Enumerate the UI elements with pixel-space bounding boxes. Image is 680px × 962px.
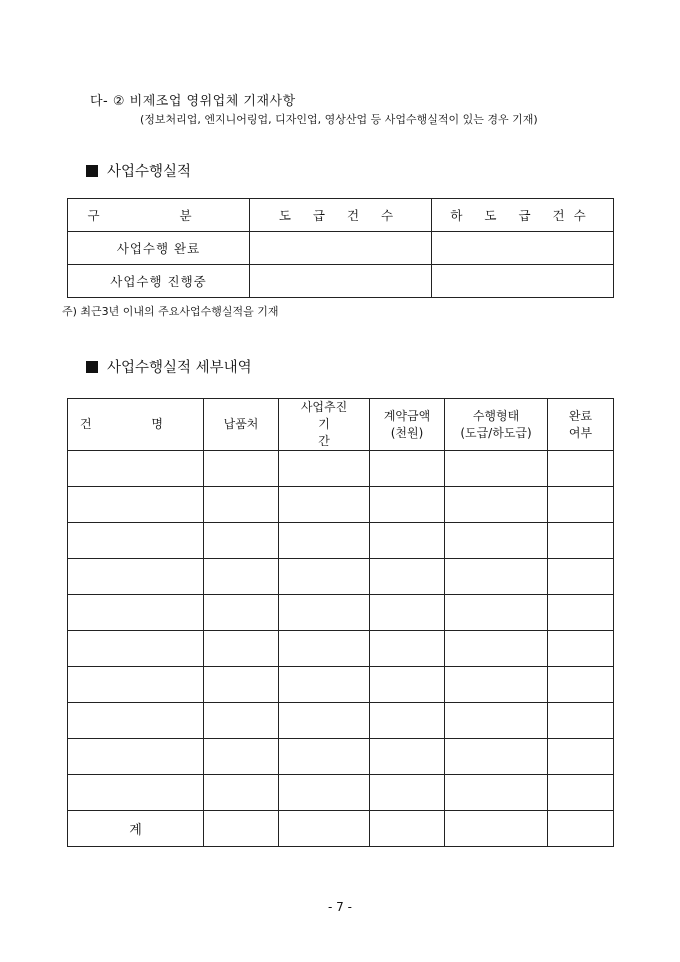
header-period: 사업추진 기 간 [279,399,370,451]
table-cell[interactable] [370,631,445,667]
table-cell[interactable] [204,595,279,631]
table-cell[interactable] [204,451,279,487]
table-cell[interactable] [204,775,279,811]
table-cell[interactable] [445,595,548,631]
table-cell[interactable] [548,739,614,775]
header-project-name: 건 명 [68,399,204,451]
table-cell[interactable] [68,739,204,775]
page-subheading: (정보처리업, 엔지니어링업, 디자인업, 영상산업 등 사업수행실적이 있는 경우 기재) [140,113,538,126]
table-row [68,451,614,487]
performance-summary-table [67,198,614,298]
header-contract-count: 도 급 건 수 [250,199,432,232]
table-cell[interactable] [548,667,614,703]
table-cell[interactable] [68,667,204,703]
table-cell[interactable] [204,811,279,847]
table-row [68,667,614,703]
cell-contract-in-progress[interactable] [250,265,432,298]
table-row [68,487,614,523]
table-cell[interactable] [279,811,370,847]
table-cell[interactable] [204,523,279,559]
row-label-completed: 사업수행 완료 [68,232,250,265]
table-cell[interactable] [279,451,370,487]
header-execution-type: 수행형태 (도급/하도급) [445,399,548,451]
table-cell[interactable] [548,811,614,847]
table-cell[interactable] [548,631,614,667]
section-performance-title [86,160,191,181]
table-row [68,232,614,265]
table-cell[interactable] [445,559,548,595]
table-note: 주) 최근3년 이내의 주요사업수행실적을 기재 [62,305,279,318]
table-cell[interactable] [445,451,548,487]
table-cell[interactable] [445,631,548,667]
table-cell[interactable] [279,739,370,775]
table-cell[interactable] [68,775,204,811]
table-cell[interactable] [445,667,548,703]
table-cell[interactable] [279,487,370,523]
table-header-row [68,199,614,232]
table-cell[interactable] [548,775,614,811]
table-cell[interactable] [445,523,548,559]
table-cell[interactable] [68,559,204,595]
table-cell[interactable] [68,451,204,487]
cell-subcontract-in-progress[interactable] [432,265,614,298]
table-row [68,631,614,667]
section-details-title [86,356,252,377]
table-cell[interactable] [370,703,445,739]
table-cell[interactable] [204,559,279,595]
black-square-icon [86,165,98,177]
header-category: 구 분 [68,199,250,232]
table-cell[interactable] [445,775,548,811]
table-cell[interactable] [68,631,204,667]
table-row [68,559,614,595]
table-cell[interactable] [68,487,204,523]
table-cell[interactable] [279,703,370,739]
table-cell[interactable] [548,559,614,595]
header-completion: 완료 여부 [548,399,614,451]
cell-subcontract-completed[interactable] [432,232,614,265]
table-row-total [68,811,614,847]
table-cell[interactable] [370,487,445,523]
page-heading: 다- ② 비제조업 영위업체 기재사항 [90,94,296,109]
table-cell[interactable] [370,523,445,559]
table-row [68,775,614,811]
table-cell[interactable] [370,811,445,847]
table-cell[interactable] [204,631,279,667]
table-cell[interactable] [279,595,370,631]
table-cell[interactable] [548,487,614,523]
table-cell[interactable] [279,775,370,811]
table-cell[interactable] [204,487,279,523]
header-client: 납품처 [204,399,279,451]
page-number: - 7 - [328,900,352,914]
cell-contract-completed[interactable] [250,232,432,265]
table-cell[interactable] [279,559,370,595]
table-cell[interactable] [370,595,445,631]
table-cell[interactable] [445,811,548,847]
table-row [68,703,614,739]
table-cell[interactable] [279,631,370,667]
table-cell[interactable] [68,523,204,559]
table-cell[interactable] [279,523,370,559]
total-label: 계 [68,811,204,847]
table-cell[interactable] [445,487,548,523]
table-cell[interactable] [370,667,445,703]
performance-detail-table [67,398,614,847]
table-cell[interactable] [445,739,548,775]
table-cell[interactable] [68,595,204,631]
table-cell[interactable] [370,775,445,811]
table-cell[interactable] [204,703,279,739]
table-cell[interactable] [548,451,614,487]
row-label-in-progress: 사업수행 진행중 [68,265,250,298]
table-header-row [68,399,614,451]
header-subcontract-count: 하 도 급 건수 [432,199,614,232]
header-contract-amount: 계약금액 (천원) [370,399,445,451]
black-square-icon [86,361,98,373]
table-cell[interactable] [548,523,614,559]
table-cell[interactable] [370,451,445,487]
table-cell[interactable] [370,559,445,595]
table-cell[interactable] [445,703,548,739]
section-title-text: 사업수행실적 세부내역 [107,360,252,376]
table-cell[interactable] [548,595,614,631]
table-row [68,595,614,631]
table-cell[interactable] [279,667,370,703]
table-row [68,523,614,559]
table-cell[interactable] [204,667,279,703]
table-row [68,265,614,298]
table-cell[interactable] [204,739,279,775]
table-cell[interactable] [548,703,614,739]
table-cell[interactable] [68,703,204,739]
section-title-text: 사업수행실적 [107,164,192,180]
table-cell[interactable] [370,739,445,775]
table-row [68,739,614,775]
